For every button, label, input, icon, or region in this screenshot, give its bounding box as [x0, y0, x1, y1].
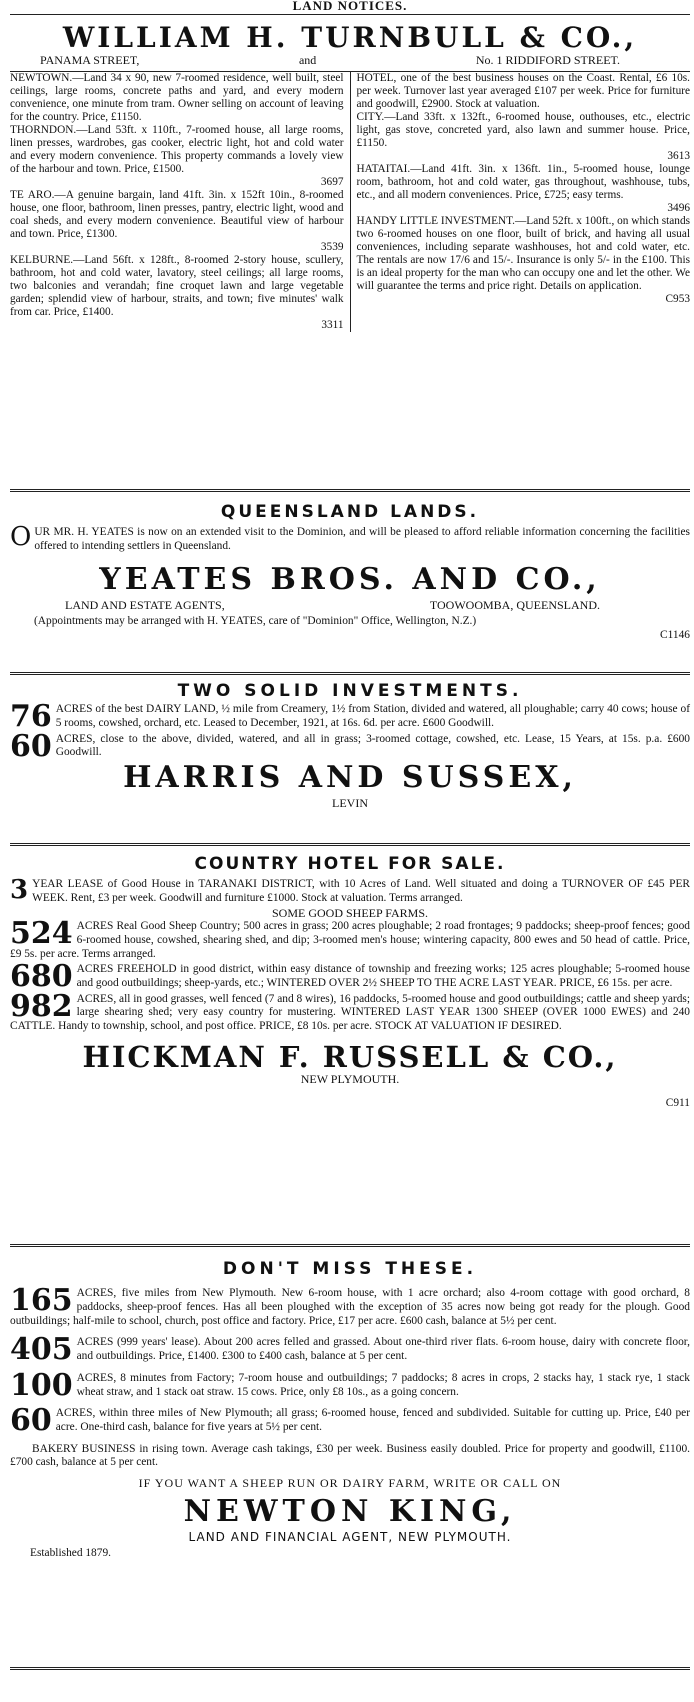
russell-firm-name: HICKMAN F. RUSSELL & CO.,	[82, 1039, 618, 1074]
yeates-firm-name: YEATES BROS. AND CO.,	[99, 561, 601, 597]
page-header: LAND NOTICES.	[292, 0, 408, 12]
hotel-ref: C911	[665, 1096, 690, 1109]
listing-te-aro: TE ARO.—A genuine bargain, land 41ft. 3in. x 152ft 10in., 8-roomed house, one floor, bathroom, linen presses, pantry, electric light, wood and coal sheds, and every modern convenience. Beautiful view of harbour and town. Price, £1300. 3539	[10, 188, 344, 253]
investment-item: 76 ACRES of the best DAIRY LAND, ½ mile from Creamery, 1½ from Station, divided and watered, all ploughable; carry 40 cows; house of 5 rooms, cowshed, orchard, etc. Leased to December, 1921, at 16s. 6d. per acre. £600 Goodwill.	[10, 699, 690, 735]
turnbull-advert	[10, 21, 690, 489]
yeates-place: TOOWOOMBA, QUEENSLAND.	[429, 597, 600, 612]
harris-firm-name: HARRIS AND SUSSEX,	[123, 760, 577, 796]
listing-handy-investment: HANDY LITTLE INVESTMENT.—Land 52ft. x 100ft., on which stands two 6-roomed houses on one floor, built of brick, and having all usual conveniences, including separate washhouses, hot and cold water, etc. The rentals are now 17/6 and 15/-. Insurance is only 5/- in the £100. This is an ideal property for the man who can occupy one and let the other. We will guarantee the terms and price right. Details on application. C953	[356, 214, 690, 305]
hotel-lease: 3 YEAR LEASE of Good House in TARANAKI DISTRICT, with 10 Acres of Land. Well situated and doing a TURNOVER OF £45 PER WEEK. Rent, £3 per week. Goodwill and furniture £1000. Stock at valuation. Terms arranged.	[10, 875, 690, 906]
newton-king-description: LAND AND FINANCIAL AGENT, NEW PLYMOUTH.	[188, 1530, 512, 1545]
listing-city: CITY.—Land 33ft. x 132ft., 6-roomed house, outhouses, etc., electric light, gas stove, concreted yard, also lawn and summer house. Price, £1150. 3613	[356, 110, 690, 162]
listing-ref: 3697	[320, 175, 344, 188]
listing-ref: C953	[665, 292, 690, 305]
listing-hotel: HOTEL, one of the best business houses on the Coast. Rental, £6 10s. per week. Turnover last year averaged £107 per week. Price for furniture and goodwill, £2900. Stock at valuation.	[356, 71, 690, 110]
listing-ref: 3311	[321, 318, 344, 331]
listing-hataitai: HATAITAI.—Land 41ft. 3in. x 136ft. 1in., 5-roomed house, lounge room, bathroom, hot and cold water, gas throughout, washhouse, tubs, etc., and all modern conveniences. Price, £725; easy terms. 3496	[356, 162, 690, 214]
farm-item: 524 ACRES Real Good Sheep Country; 500 acres in grass; 200 acres ploughable; 2 road frontages; 9 paddocks; sheep-proof fences; good 6-roomed house, cowshed, shearing shed, and dip; 3-roomed men's house; wintering capacity, 800 ewes and 50 head of cattle. Price, £9 5s. per acre. Terms arranged.	[10, 916, 690, 960]
investment-item: 60 ACRES, close to the above, divided, watered, and all in grass; 3-roomed cottage, cowshed, etc. Lease, 15 Years, at 15s. p.a. £600 Goodwill.	[10, 728, 690, 764]
yeates-agents: LAND AND ESTATE AGENTS,	[65, 597, 225, 612]
turnbull-address-right: No. 1 RIDDIFORD STREET.	[475, 52, 620, 67]
acreage-number: 76	[10, 699, 52, 735]
turnbull-address-mid: and	[298, 52, 317, 67]
drop-number: 3	[10, 875, 29, 906]
queensland-advert	[10, 492, 690, 672]
newton-king-advert	[10, 1247, 690, 1667]
listing-newtown: NEWTOWN.—Land 34 x 90, new 7-roomed residence, well built, steel ceilings, large rooms, concrete paths and yard, and every modern convenience, one minute from tram. Owner selling on account of leaving for the country. Price, £1150.	[10, 71, 344, 123]
newton-king-firm-name: NEWTON KING,	[183, 1494, 517, 1530]
listing-ref: 3613	[667, 149, 690, 162]
harris-place: LEVIN	[332, 796, 368, 811]
turnbull-left-column	[10, 72, 344, 332]
queensland-ref: C1146	[660, 628, 690, 641]
property-item: 60 ACRES, within three miles of New Plymouth; all grass; 6-roomed house, fenced and subdivided. Suitable for cutting up. Price, £40 per acre. One-third cash, balance for five years at 5½ per cent.	[10, 1403, 690, 1439]
queensland-intro: OUR MR. H. YEATES is now on an extended visit to the Dominion, and will be pleased to afford reliable information concerning the facilities offered to intending settlers in Queensland.	[10, 522, 690, 553]
acreage-number: 60	[10, 728, 52, 764]
yeates-address	[10, 598, 690, 612]
property-item: 100 ACRES, 8 minutes from Factory; 7-room house and outbuildings; 7 paddocks; 8 acres in crops, 2 stacks hay, 1 stack rye, 1 stack wheat straw, and 1 stack oat straw. 15 cows. Price, only £8 10s., as a going concern.	[10, 1367, 690, 1403]
acreage-number: 982	[10, 988, 73, 1024]
investments-advert	[10, 675, 690, 843]
listing-ref: 3539	[320, 240, 344, 253]
turnbull-right-column	[350, 72, 691, 332]
turnbull-firm-name: WILLIAM H. TURNBULL & CO.,	[62, 21, 638, 54]
dontmiss-heading: DON'T MISS THESE.	[222, 1259, 478, 1279]
russell-place: NEW PLYMOUTH.	[300, 1072, 400, 1087]
listing-thorndon: THORNDON.—Land 53ft. x 110ft., 7-roomed house, all large rooms, linen presses, wardrobes, gas cooker, electric light, hot and cold water and every modern convenience. This property commands a lovely view of the harbour and town. Price, £1500. 3697	[10, 123, 344, 188]
newton-king-established: Established 1879.	[30, 1546, 111, 1559]
divider	[10, 14, 690, 15]
acreage-number: 524	[10, 916, 73, 952]
queensland-heading: QUEENSLAND LANDS.	[220, 502, 480, 522]
listing-kelburne: KELBURNE.—Land 56ft. x 128ft., 8-roomed 2-story house, scullery, bathroom, hot and cold water, lavatory, steel ceilings; all large rooms, two balconies and verandah; fine croquet lawn and large vegetable garden; splendid view of harbour, straits, and town; five minutes' walk from car. Price, £1400. 3311	[10, 253, 344, 331]
divider	[10, 1667, 690, 1670]
acreage-number: 405	[10, 1332, 73, 1368]
turnbull-address-left: PANAMA STREET,	[40, 52, 140, 67]
turnbull-columns	[10, 72, 690, 332]
property-item: 165 ACRES, five miles from New Plymouth. New 6-room house, with 1 acre orchard; also 4-room cottage with good orchard, 8 paddocks, sheep-proof fences. Has all been ploughed with the exception of 35 acres now being got ready for the plough. Good outbuildings; half-mile to school, church, post office and factory. Price, £17 per acre. £600 cash, balance at 5½ per cent.	[10, 1283, 690, 1327]
investments-heading: TWO SOLID INVESTMENTS.	[177, 681, 523, 701]
acreage-number: 60	[10, 1403, 52, 1439]
acreage-number: 680	[10, 959, 73, 995]
farm-item: 982 ACRES, all in good grasses, well fenced (7 and 8 wires), 16 paddocks, 5-roomed house and good outbuildings; cattle and sheep yards; large shearing shed; very easy country for mustering. WINTERED LAST YEAR 1300 SHEEP (OVER 1000 EWES) and 240 CATTLE. Handy to township, school, and post office. PRICE, £8 10s. per acre. STOCK AT VALUATION IF DESIRED.	[10, 988, 691, 1032]
sheep-farms-subheading: SOME GOOD SHEEP FARMS.	[271, 905, 429, 920]
acreage-number: 100	[10, 1367, 73, 1403]
listing-ref: 3496	[667, 201, 690, 214]
acreage-number: 165	[10, 1283, 73, 1319]
drop-cap: O	[10, 522, 32, 553]
bakery-business: BAKERY BUSINESS in rising town. Average cash takings, £30 per week. Business easily doubled. Price for property and goodwill, £1100. £700 cash, balance at 5 per cent.	[10, 1442, 690, 1469]
newton-king-callout: IF YOU WANT A SHEEP RUN OR DAIRY FARM, WRITE OR CALL ON	[138, 1475, 562, 1490]
property-item: 405 ACRES (999 years' lease). About 200 acres felled and grassed. About one-third river flats. 6-room house, dairy with concrete floor, and outbuildings. Price, £1400. £300 to £400 cash, balance at 5 per cent.	[10, 1332, 690, 1368]
yeates-appointments: (Appointments may be arranged with H. YEATES, care of "Dominion" Office, Wellington, N.Z.)	[34, 615, 477, 628]
hotel-advert	[10, 846, 690, 1244]
hotel-heading: COUNTRY HOTEL FOR SALE.	[194, 854, 506, 874]
farm-item: 680 ACRES FREEHOLD in good district, within easy distance of township and freezing works; 125 acres ploughable; 5-roomed house and good outbuildings; sheep-yards, etc.; WINTERED OVER 2½ SHEEP TO THE ACRE LAST YEAR. PRICE, £6 15s. per acre.	[10, 959, 690, 995]
